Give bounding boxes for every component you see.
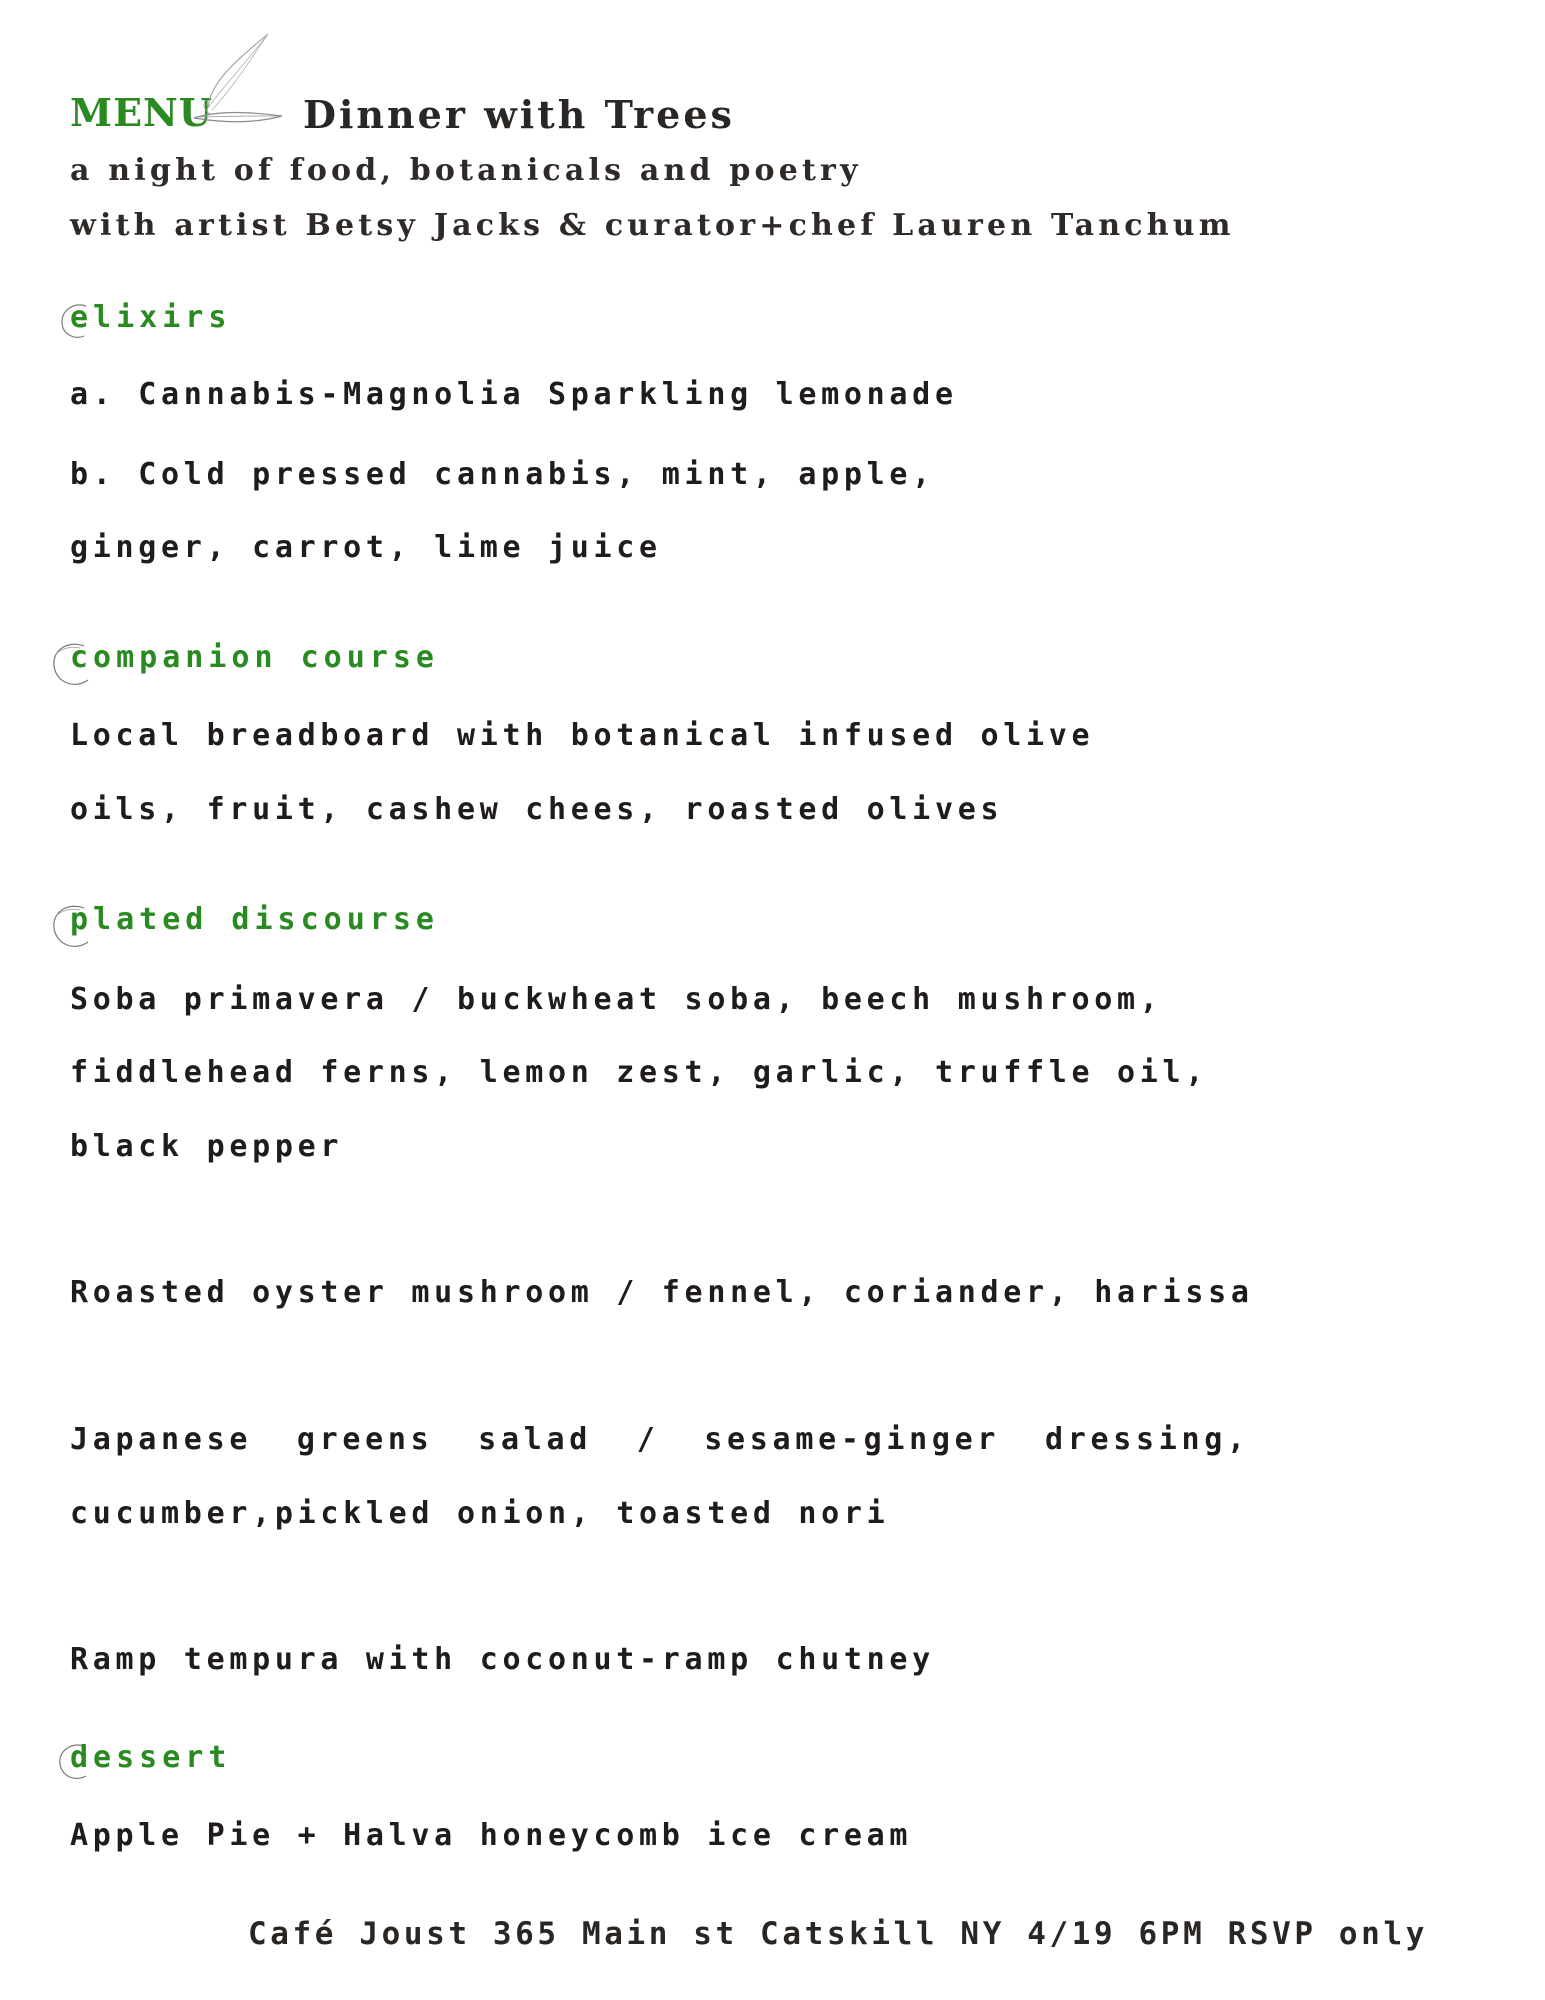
menu-label: MENU	[70, 90, 213, 135]
menu-item-line: b. Cold pressed cannabis, mint, apple,	[70, 457, 935, 492]
menu-item-line: fiddlehead ferns, lemon zest, garlic, truffle oil,	[70, 1055, 1209, 1090]
section-heading-plated-discourse: plated discourse	[70, 902, 439, 937]
menu-item-line: oils, fruit, cashew chees, roasted olives	[70, 792, 1004, 827]
menu-item-line: Japanese greens salad / sesame-ginger dressing,	[70, 1422, 1250, 1457]
section-heading-elixirs: elixirs	[70, 300, 232, 335]
page-title: Dinner with Trees	[303, 92, 735, 137]
menu-item-line: Local breadboard with botanical infused olive	[70, 718, 1095, 753]
event-details-footer: Café Joust 365 Main st Catskill NY 4/19 6PM RSVP only	[248, 1916, 1428, 1952]
menu-item-line: cucumber,pickled onion, toasted nori	[70, 1496, 890, 1531]
leaf-sketch-icon	[190, 30, 290, 130]
menu-item-line: ginger, carrot, lime juice	[70, 530, 662, 565]
section-heading-companion-course: companion course	[70, 640, 439, 675]
menu-item-line: black pepper	[70, 1129, 344, 1164]
section-heading-dessert: dessert	[70, 1740, 232, 1775]
menu-item-line: Soba primavera / buckwheat soba, beech mushroom,	[70, 982, 1163, 1017]
subtitle-line-2: with artist Betsy Jacks & curator+chef Lauren Tanchum	[70, 208, 1235, 243]
menu-item-line: Roasted oyster mushroom / fennel, coriander, harissa	[70, 1275, 1254, 1310]
menu-item-line: Ramp tempura with coconut-ramp chutney	[70, 1642, 935, 1677]
menu-item-line: Apple Pie + Halva honeycomb ice cream	[70, 1818, 913, 1853]
menu-item-line: a. Cannabis-Magnolia Sparkling lemonade	[70, 377, 958, 412]
subtitle-line-1: a night of food, botanicals and poetry	[70, 153, 862, 188]
